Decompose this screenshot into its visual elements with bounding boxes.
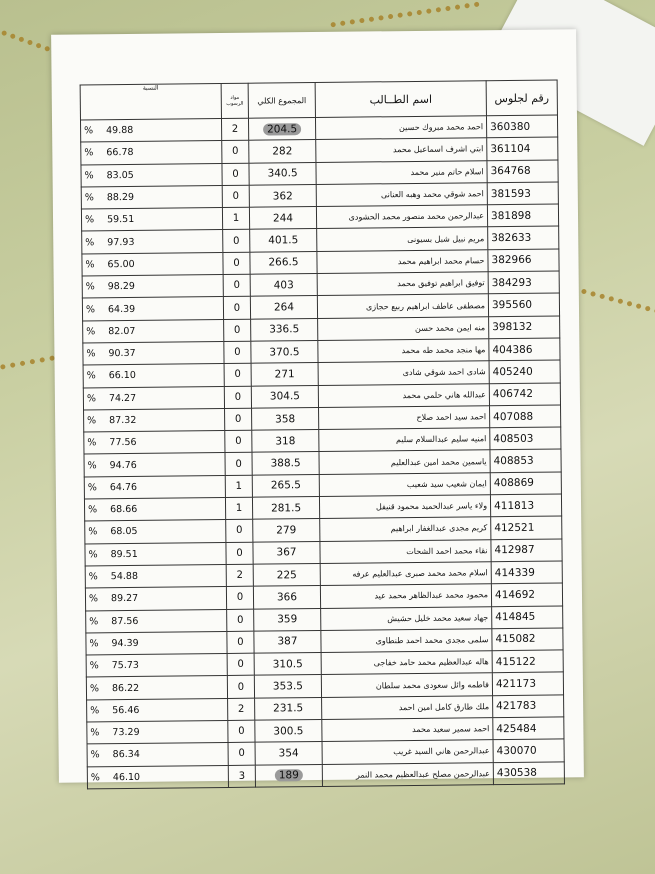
total-score-value: 401.5 [268,234,299,247]
seat-number: 360380 [486,115,557,138]
seat-number: 415122 [492,650,563,673]
failed-subjects: 0 [228,720,255,743]
percentage-value: 97.93 [107,236,135,248]
percentage-value: 83.05 [106,169,134,181]
percentage-value: 74.27 [108,392,137,404]
seat-number: 408869 [490,472,561,495]
percent-sign: % [90,772,100,784]
student-name: كريم مجدى عبدالغفار ابراهيم [320,517,491,541]
student-name: عبدالله هاني حلمي محمد [318,383,489,407]
failed-subjects: 0 [227,631,254,654]
failed-subjects: 2 [228,698,255,721]
seat-number: 406742 [489,383,560,406]
student-name: عبدالرحمن مصلح عبدالعظيم محمد النمر [322,762,493,786]
percentage-value: 90.37 [108,348,136,360]
total-score-value: 300.5 [273,724,304,738]
total-score-value: 318 [275,435,296,448]
total-score-value: 336.5 [269,323,300,336]
percentage [87,698,228,722]
seat-number: 384293 [488,271,559,294]
failed-subjects: 2 [226,564,253,587]
total-score-value: 265.5 [270,479,301,492]
total-score [250,229,317,252]
header-row [80,80,557,120]
student-name: مها منجد محمد طه محمد [318,339,489,363]
seat-number: 364768 [487,160,558,183]
total-score [252,452,319,475]
percentage-value: 87.56 [111,615,139,627]
total-score-value: 271 [274,368,295,381]
total-score-value: 189 [275,769,303,781]
total-score [252,474,319,497]
results-body [80,115,564,789]
percentage [84,475,225,499]
student-name: امنيه سليم عبدالسلام سليم [319,428,490,452]
percent-sign: % [90,727,100,739]
total-score [250,274,317,297]
total-score [249,207,316,230]
percentage-value: 49.88 [106,125,134,137]
total-header: المجموع الكلي [248,83,315,119]
seat-number: 408503 [490,427,561,450]
total-score-value: 264 [273,301,295,314]
percentage [81,163,222,187]
student-name: ملك طارق كامل امين احمد [322,695,493,719]
failed-subjects: 1 [222,207,249,230]
failed-subjects: 0 [226,542,253,565]
percent-sign: % [84,170,94,182]
name-header: اسم الطــالب [315,81,486,118]
total-score-value: 310.5 [272,657,303,671]
percentage-value: 66.10 [108,370,136,382]
failed-subjects: 0 [227,609,254,632]
percent-sign: % [89,660,99,672]
seat-number: 411813 [490,494,561,517]
total-score [255,742,322,765]
student-name: احمد سمير سعيد محمد [322,718,493,742]
seat-number: 415082 [492,628,563,651]
failed-subjects: 1 [225,475,252,498]
percentage-value: 68.66 [110,504,138,516]
student-name: مريم نبيل شبل بسيونى [317,227,488,251]
student-name: ابتي اشرف اسماعيل محمد [316,138,487,162]
percentage-value: 68.05 [110,526,138,538]
student-name: عبدالرحمن محمد منصور محمد الحشودى [316,205,487,229]
seat-header: رقم لجلوس [486,80,557,116]
student-name: نقاء محمد احمد الشحات [320,539,491,563]
total-score [255,764,322,787]
percentage [85,542,226,566]
percentage [84,408,225,432]
percentage [85,520,226,544]
failed-subjects-header: مواد الرسوب [221,83,248,118]
percent-sign: % [85,303,96,315]
percentage-value: 75.73 [111,660,139,672]
failed-subjects: 3 [228,765,255,788]
seat-number: 382966 [488,249,559,272]
seat-number: 398132 [489,316,560,339]
seat-number: 414692 [491,583,562,606]
percent-sign: % [88,571,98,583]
percentage-value: 59.51 [106,214,135,226]
total-score-value: 244 [272,212,294,225]
percentage-value: 73.29 [112,727,140,739]
seat-number: 430538 [493,762,564,785]
total-score [249,184,316,207]
total-score-value: 388.5 [270,457,301,470]
total-score [250,296,317,319]
total-score [254,653,321,676]
percentage-value: 66.78 [106,147,134,159]
percent-sign: % [88,549,98,561]
seat-number: 361104 [487,137,558,160]
percentage-value: 94.76 [109,459,137,471]
total-score [248,118,315,141]
total-score [250,251,317,274]
percent-sign: % [86,326,96,338]
percentage-value: 89.51 [110,548,138,560]
table-row [87,762,564,789]
percent-sign: % [89,638,99,650]
percentage-value: 88.29 [106,191,135,204]
total-score-value: 266.5 [268,256,299,269]
seat-number: 421783 [493,695,564,718]
percentage-value: 77.56 [109,437,137,449]
total-score-value: 359 [277,613,298,626]
percent-sign: % [89,682,100,694]
percentage [87,765,228,789]
total-score-value: 366 [276,591,298,604]
student-name: جهاد سعيد محمد خليل حشيش [321,606,492,630]
total-score [252,407,319,430]
student-name: منه ايمن محمد حسن [318,316,489,340]
seat-number: 382633 [488,226,559,249]
seat-number: 425484 [493,717,564,740]
percentage-value: 56.46 [112,704,140,717]
percent-sign: % [86,348,96,360]
total-score-value: 353.5 [272,680,304,693]
total-score [251,363,318,386]
percentage-value: 87.32 [109,414,137,427]
total-score [252,497,319,520]
student-name: اسلام حاتم منير محمد [316,160,487,184]
percentage [86,676,227,700]
percentage [83,386,224,410]
total-score-value: 387 [277,635,298,648]
percentage [84,431,225,455]
total-score-value: 358 [275,412,296,425]
percentage [82,230,223,254]
student-name: ولاء ياسر عبدالحميد محمود قنيفل [319,495,490,519]
percent-sign: % [90,749,100,761]
percent-sign: % [89,615,99,628]
total-score [254,630,321,653]
percentage-value: 86.22 [111,682,140,694]
percentage [81,208,222,232]
total-score-value: 304.5 [269,390,300,403]
percentage [81,185,222,209]
failed-subjects: 0 [224,386,251,409]
percentage-value: 94.39 [111,637,139,650]
seat-number: 407088 [490,405,561,428]
failed-subjects: 0 [222,141,249,164]
percentage [87,743,228,767]
failed-subjects: 0 [225,430,252,453]
total-score-value: 354 [278,747,299,760]
total-score [255,697,322,720]
total-score-value: 340.5 [267,167,298,180]
seat-number: 404386 [489,338,560,361]
student-name: اسلام محمد محمد صبرى عبدالعليم عرفه [320,562,491,586]
percent-sign: % [85,259,95,271]
failed-subjects: 0 [224,363,251,386]
percent-sign: % [86,370,96,382]
seat-number: 430070 [493,739,564,762]
failed-subjects: 0 [225,408,252,431]
percentage [84,498,225,522]
seat-number: 381593 [487,182,558,205]
total-score-value: 403 [273,278,294,292]
total-score [255,719,322,742]
total-score [253,563,320,586]
bead-chain [581,288,655,316]
seat-number: 395560 [488,293,559,316]
total-score-value: 204.5 [263,123,301,135]
total-score [249,140,316,163]
student-name: عبدالرحمن هاني السيد غريب [322,740,493,764]
failed-subjects: 0 [223,252,250,275]
total-score-value: 225 [276,568,297,582]
percent-sign: % [90,705,100,717]
student-name: مصطفى عاطف ابراهيم ربيع حجازى [317,294,488,318]
seat-number: 414339 [491,561,562,584]
total-score-value: 367 [276,546,297,559]
failed-subjects: 0 [226,520,253,543]
percent-sign: % [88,504,98,516]
percent-header: النسبة [80,83,221,119]
percent-sign: % [84,125,94,137]
student-name: احمد شوقي محمد وهبه العنانى [316,183,487,207]
seat-number: 412987 [491,539,562,562]
total-score [251,318,318,341]
student-name: ياسمين محمد امين عبدالعليم [319,450,490,474]
percentage [86,654,227,678]
percentage [82,275,223,299]
student-name: ايمان شعيب سيد شعيب [319,472,490,496]
percentage [82,252,223,276]
seat-number: 414845 [492,605,563,628]
total-score [254,675,321,698]
percentage [86,609,227,633]
percent-sign: % [86,393,96,405]
percentage [85,564,226,588]
results-table [80,79,565,789]
total-score [252,430,319,453]
total-score [249,162,316,185]
seat-number: 381898 [487,204,558,227]
failed-subjects: 0 [222,163,249,186]
results-sheet [51,29,584,782]
percent-sign: % [84,147,94,159]
student-name: فاطمه وائل سعودى محمد سلطان [321,673,492,697]
percent-sign: % [87,415,97,427]
failed-subjects: 0 [224,319,251,342]
failed-subjects: 0 [222,185,249,208]
percent-sign: % [87,482,97,494]
percentage [85,587,226,611]
total-score [251,340,318,363]
percentage [83,319,224,343]
student-name: توفيق ابراهيم توفيق محمد [317,272,488,296]
bead-chain [330,2,479,28]
failed-subjects: 0 [223,297,250,320]
percentage-value: 64.39 [107,303,136,315]
percentage [80,118,221,142]
percentage-value: 46.10 [112,771,141,783]
percentage [84,453,225,477]
percent-sign: % [85,236,95,249]
seat-number: 412521 [491,516,562,539]
failed-subjects: 0 [224,341,251,364]
failed-subjects: 0 [227,676,254,699]
student-name: حسام محمد ابراهيم محمد [317,249,488,273]
student-name: هاله عبدالعظيم محمد حامد خفاجى [321,651,492,675]
total-score-value: 362 [272,189,293,202]
percentage-value: 86.34 [112,749,140,761]
failed-subjects: 1 [225,497,252,520]
total-score [251,385,318,408]
percent-sign: % [87,437,97,449]
failed-subjects: 0 [223,230,250,253]
failed-subjects: 0 [227,653,254,676]
percentage-value: 98.29 [107,281,136,293]
percentage [81,141,222,165]
failed-subjects: 0 [226,586,253,609]
total-score-value: 282 [272,145,293,158]
total-score [253,586,320,609]
total-score [254,608,321,631]
failed-subjects: 0 [228,742,255,765]
student-name: محمود محمد عبدالظاهر محمد عيد [320,584,491,608]
student-name: احمد سيد احمد صلاح [319,406,490,430]
student-name: سلمى مجدى محمد احمد طنطاوى [321,629,492,653]
percentage [82,297,223,321]
percent-sign: % [84,214,95,226]
failed-subjects: 2 [221,118,248,141]
student-name: احمد محمد مبروك حسين [315,116,486,140]
percentage [86,631,227,655]
percentage [83,364,224,388]
total-score [253,519,320,542]
percentage-value: 65.00 [107,258,135,271]
percentage [87,720,228,744]
percentage-value: 64.76 [109,481,138,494]
seat-number: 405240 [489,360,560,383]
bead-chain [0,355,55,369]
student-name: شادى احمد شوقي شادى [318,361,489,385]
percent-sign: % [84,192,94,204]
percentage [83,341,224,365]
total-score-value: 279 [276,524,297,537]
seat-number: 408853 [490,449,561,472]
total-score-value: 231.5 [273,702,304,715]
total-score [253,541,320,564]
percentage-value: 54.88 [110,570,139,583]
failed-subjects: 0 [223,274,250,297]
percent-sign: % [85,281,95,293]
failed-subjects: 0 [225,453,252,476]
percent-sign: % [87,459,97,472]
percent-sign: % [88,593,99,605]
percentage-value: 89.27 [110,593,139,605]
percentage-value: 82.07 [108,325,136,337]
seat-number: 421173 [492,672,563,695]
percent-sign: % [88,526,98,538]
total-score-value: 370.5 [269,345,300,359]
total-score-value: 281.5 [270,501,302,515]
